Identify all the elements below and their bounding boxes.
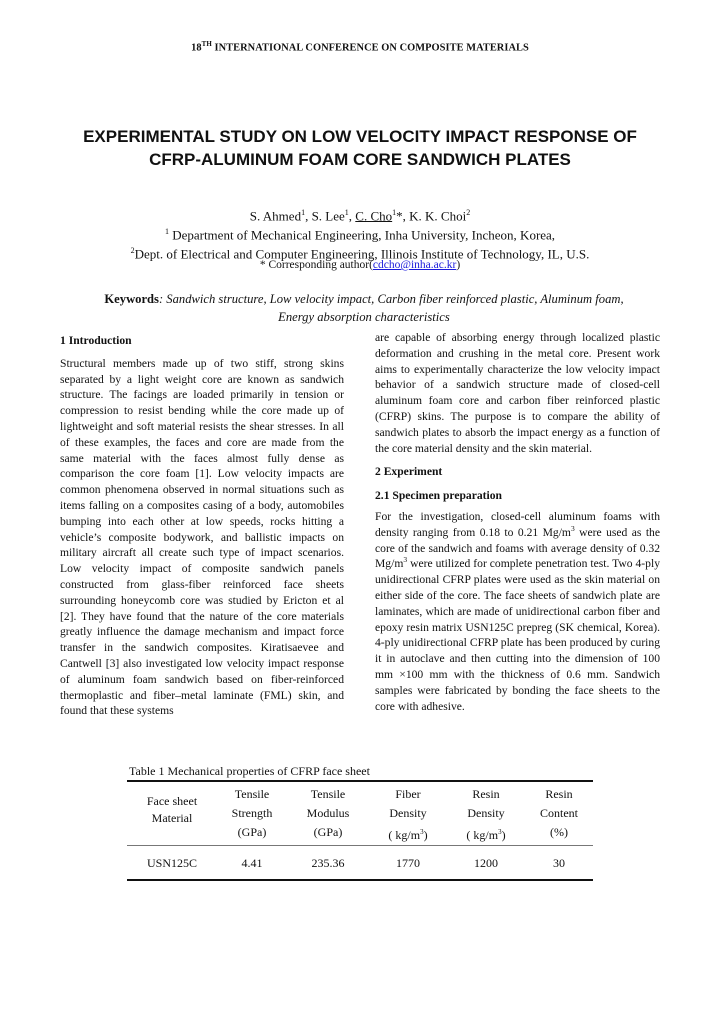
table-cell: 4.41	[217, 846, 287, 881]
header-face-sheet-material: Face sheet Material	[127, 781, 217, 846]
table-caption: Table 1 Mechanical properties of CFRP face sheet	[129, 764, 370, 778]
section-heading-introduction: 1 Introduction	[60, 334, 132, 347]
header-tensile-modulus: Tensile Modulus (GPa)	[287, 781, 369, 846]
affiliation-1: $^1$ Department of Mechanical Engineering, Inha University, Incheon, Korea,	[164, 227, 556, 243]
header-resin-density: Resin Density ( $kg/m^3$)	[447, 781, 525, 846]
table-cell: 30	[525, 846, 593, 881]
properties-table	[127, 780, 593, 881]
corresponding-author: C. Cho	[355, 208, 393, 224]
author-list: S. Ahmed$^1$, S. Lee$^1$, C. Cho$^1$*, K. K. Choi$^2$	[249, 208, 471, 224]
table-cell: 1200	[447, 846, 525, 881]
section-heading-experiment: 2 Experiment	[375, 465, 443, 479]
keywords: Keywords: Sandwich structure, Low velocity impact, Carbon fiber reinforced plastic, Aluminum foam, Energy absorption characteristics	[104, 292, 624, 324]
header-tensile-strength: Tensile Strength (GPa)	[217, 781, 287, 846]
header-fiber-density: Fiber Density ( $kg/m^3$)	[369, 781, 447, 846]
specimen-paragraph: For the investigation, closed-cell aluminum foams with density ranging from 0.18 to 0.21 $Mg/m^3$ were used as the core of the sandwich and foams with average density of 0.32 $Mg/m^3$ were utilized for complete penetration test. Two 4-ply unidirectional CFRP plates were used as the skin material on either side of the core. The face sheets of sandwich plate are laminates, which are made of unidirectional carbon fiber and epoxy resin matrix USN125C prepreg (SK chemical, Korea). 4-ply unidirectional CFRP plate has been produced by curing it in autoclave and then cutting into the dimension of 100 mm ×100 mm with the thickness of 0.6 mm. Sandwich samples were fabricated by bonding the face sheets to the core with adhesive.	[375, 509, 660, 713]
corresponding-author-note: * Corresponding author(cdcho@inha.ac.kr)	[259, 259, 461, 271]
affiliation-2: $^2$Dept. of Electrical and Computer Engineering, Illinois Institute of Technology, IL, U.S.	[130, 246, 590, 262]
paper-title: EXPERIMENTAL STUDY ON LOW VELOCITY IMPACT RESPONSE OF CFRP-ALUMINUM FOAM CORE SANDWICH PLATES	[83, 127, 637, 169]
author-email-link[interactable]: cdcho@inha.ac.kr	[372, 259, 457, 271]
table-cell: 235.36	[287, 846, 369, 881]
left-column	[60, 333, 344, 719]
subsection-heading-specimen: 2.1 Specimen preparation	[375, 489, 502, 503]
right-column	[375, 330, 660, 714]
header-resin-content: Resin Content (%)	[525, 781, 593, 846]
table-row	[127, 846, 593, 881]
conference-header: 18TH INTERNATIONAL CONFERENCE ON COMPOSITE MATERIALS	[191, 40, 529, 54]
intro-paragraph-continued: are capable of absorbing energy through localized plastic deformation and crushing in the metal core. Present work aims to experimentally characterize the low velocity impact behavior of a sandwich structure made of closed-cell aluminum foam core and carbon fiber reinforced plastic (CFRP) skins. The purpose is to compare the ability of sandwich plates to absorb the impact energy as a function of the core material density and the skin material.	[375, 331, 660, 455]
table-cell: USN125C	[127, 846, 217, 881]
intro-paragraph: Structural members made up of two stiff, strong skins separated by a light weight core are known as sandwich structure. The facings are loaded primarily in tension or compression to resist bending while the core made up of lightweight and soft material resists the shear stresses. In all of these examples, the faces and core are made from the same material with the faces almost fully dense as comparison the core foam [1]. Low velocity impacts are common phenomena observed in normal situations such as items falling on a composites casing of a body, automobiles bumping into each other at low speeds, rocks hitting a vehicle’s composite bodywork, and ballistic impacts on military aircraft all create such type of impact scenarios. Low velocity impact of composite sandwich panels constructed from glass-fiber reinforced face sheets surrounding honeycomb core was studied by Ericton et al [2]. They have found that the nature of the core materials greatly influence the damage mechanism and impact force transfer in the sandwich composites. Kiratisaevee and Cantwell [3] also investigated low velocity impact response of aluminum foam sandwich based on fiber-reinforced thermoplastic and fiber–metal laminate (FML) skin, and found that these systems	[60, 356, 344, 718]
table-cell: 1770	[369, 846, 447, 881]
